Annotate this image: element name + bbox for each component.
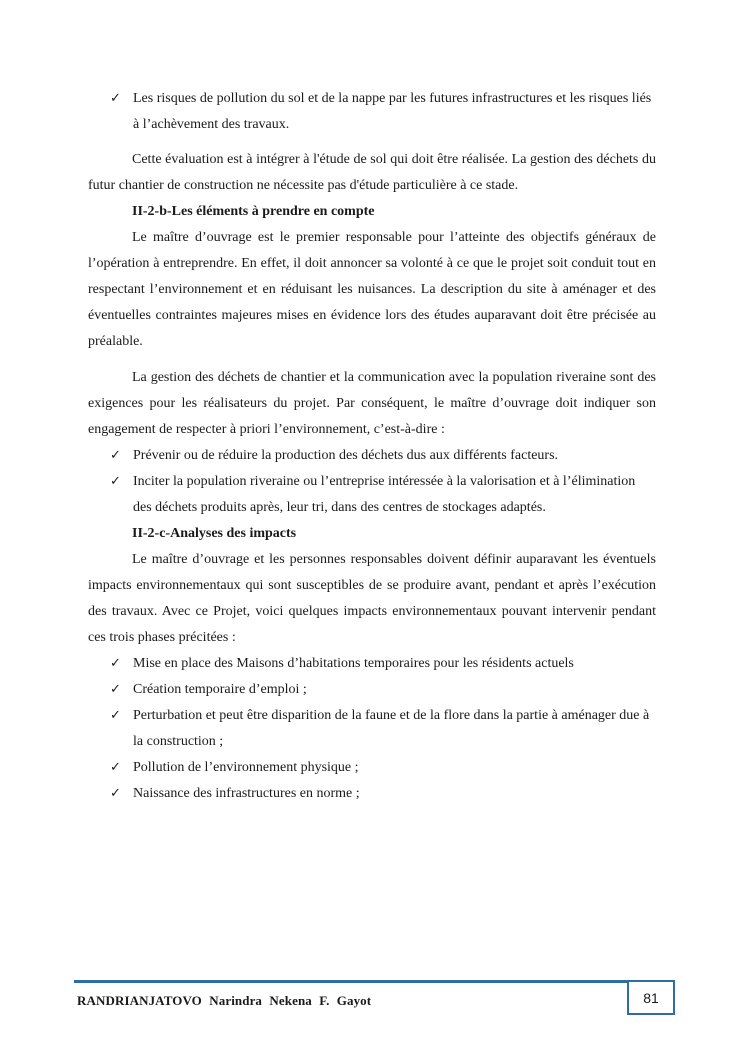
check-mark-icon: ✓	[110, 786, 121, 801]
list-item-text: Les risques de pollution du sol et de la nappe par les futures infrastructures et les risques liés à l’achèvement des travaux.	[133, 91, 652, 132]
section-heading-b: II-2-b-Les éléments à prendre en compte	[132, 204, 375, 219]
list-item-text: Création temporaire d’emploi ;	[133, 682, 307, 697]
list-item	[88, 469, 656, 521]
check-mark-icon: ✓	[110, 708, 121, 723]
list-item	[88, 703, 656, 755]
page-number-box	[627, 980, 675, 1015]
check-mark-icon: ✓	[110, 760, 121, 775]
section-heading-c: II-2-c-Analyses des impacts	[132, 526, 297, 541]
list-item-text: Perturbation et peut être disparition de la faune et de la flore dans la partie à aménager due à la construction ;	[133, 708, 650, 749]
list-item	[88, 651, 656, 677]
page-content	[88, 86, 656, 807]
list-item	[88, 677, 656, 703]
section-b-check-list	[88, 443, 656, 521]
evaluation-paragraph: Cette évaluation est à intégrer à l'étude de sol qui doit être réalisée. La gestion des déchets du futur chantier de construction ne nécessite pas d'étude particulière à ce stade.	[88, 152, 656, 193]
footer-rule	[74, 980, 627, 983]
footer-author: RANDRIANJATOVO Narindra Nekena F. Gayot	[77, 993, 372, 1008]
check-mark-icon: ✓	[110, 448, 121, 463]
check-mark-icon: ✓	[110, 91, 121, 106]
list-item-text: Pollution de l’environnement physique ;	[133, 760, 359, 775]
list-item	[88, 86, 656, 138]
list-item-text: Prévenir ou de réduire la production des déchets dus aux différents facteurs.	[133, 448, 559, 463]
list-item	[88, 781, 656, 807]
section-c-check-list	[88, 651, 656, 807]
page-number: 81	[643, 989, 659, 1006]
section-c-paragraph: Le maître d’ouvrage et les personnes responsables doivent définir auparavant les éventuels impacts environnementaux qui sont susceptibles de se produire avant, pendant et après l’exécution des travaux. Avec ce Projet, voici quelques impacts environnementaux pouvant intervenir pendant ces trois phases précitées :	[88, 552, 656, 645]
intro-check-list	[88, 86, 656, 138]
section-b-paragraph-1: Le maître d’ouvrage est le premier responsable pour l’atteinte des objectifs généraux de l’opération à entreprendre. En effet, il doit annoncer sa volonté à ce que le projet soit conduit tout en respectant l’environnement et en réduisant les nuisances. La description du site à aménager et des éventuelles contraintes majeures mises en évidence lors des études auparavant doit être précisée au préalable.	[88, 230, 656, 349]
list-item-text: Naissance des infrastructures en norme ;	[133, 786, 360, 801]
check-mark-icon: ✓	[110, 656, 121, 671]
list-item-text: Inciter la population riveraine ou l’entreprise intéressée à la valorisation et à l’élimination des déchets produits après, leur tri, dans des centres de stockages adaptés.	[133, 474, 636, 515]
check-mark-icon: ✓	[110, 682, 121, 697]
list-item-text: Mise en place des Maisons d’habitations temporaires pour les résidents actuels	[133, 656, 574, 671]
list-item	[88, 443, 656, 469]
check-mark-icon: ✓	[110, 474, 121, 489]
section-b-paragraph-2: La gestion des déchets de chantier et la communication avec la population riveraine sont des exigences pour les réalisateurs du projet. Par conséquent, le maître d’ouvrage doit indiquer son engagement de respecter à priori l’environnement, c’est-à-dire :	[88, 370, 656, 437]
list-item	[88, 755, 656, 781]
